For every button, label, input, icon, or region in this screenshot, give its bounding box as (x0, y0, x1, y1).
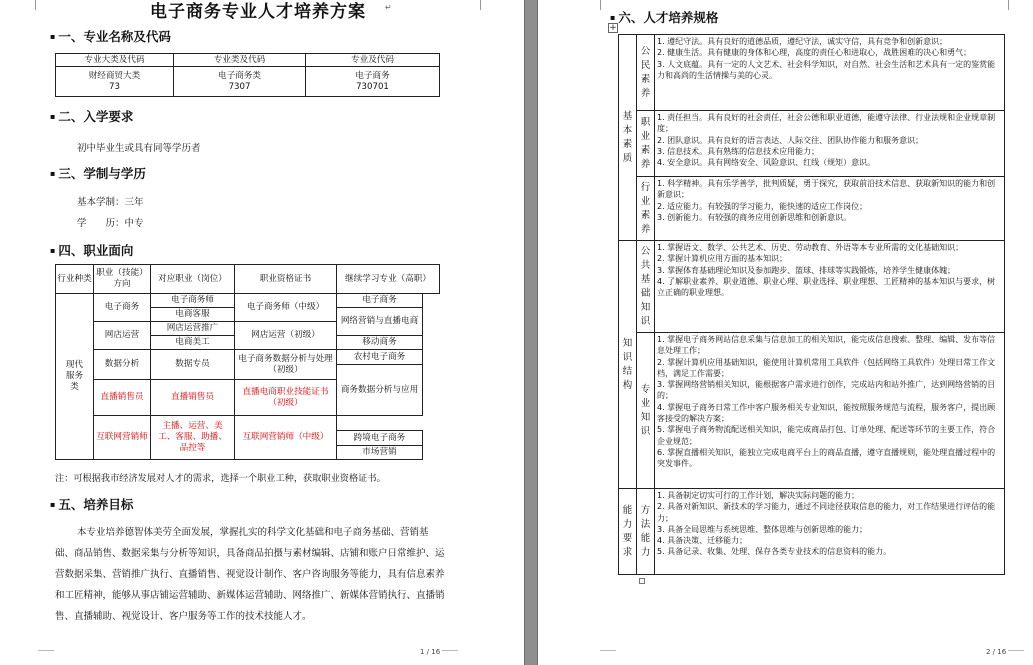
table-cell: 电子商务 730701 (306, 67, 440, 97)
crop-mark (600, 0, 601, 10)
document-page-2[interactable] (538, 0, 1033, 665)
position-cell: 电商客服 (151, 308, 235, 322)
cert-cell: 电子商务师（中级） (235, 294, 337, 322)
footer-line (38, 650, 54, 651)
position-cell: 主播、运营、美工、客服、助播、品控等 (151, 416, 235, 460)
list-item: 1. 科学精神。具有乐学善学，批判质疑，勇于探究，获取前沿技术信息、获取新知识的能力和创新意识； (657, 179, 996, 200)
further-cell: 市场营销 (337, 446, 423, 460)
section-heading-3: ▪ 三、学制与学历 (50, 164, 146, 182)
list-item: 2. 具备对新知识、新技术的学习能力，通过不同途径获取信息的能力，对工作结果进行评估的能力； (657, 502, 996, 523)
end-of-table-marker (639, 578, 645, 584)
list-item: 1. 具备制定切实可行的工作计划，解决实际问题的能力； (657, 491, 860, 500)
list-item: 5. 具备记录、收集、处理、保存各类专业技术的信息资料的能力。 (657, 547, 892, 557)
cert-cell: 网店运营（初级） (235, 322, 337, 350)
industry-cell: 现代服务类 (56, 294, 94, 460)
further-cell: 农村电子商务 (337, 350, 423, 365)
header-cell: 职业资格证书 (235, 265, 337, 294)
page-number: 2 / 16 (986, 648, 1007, 656)
list-item: 3. 创新能力。有较强的商务应用创新思维和创新意识。 (657, 212, 852, 222)
table-cell: 电子商务类 7307 (174, 67, 306, 97)
section-heading-5: ▪ 五、培养目标 (50, 495, 133, 513)
page-gap (524, 0, 538, 665)
content-cell (655, 111, 1005, 177)
subcategory-cell: 行业素养 (637, 177, 655, 241)
list-item: 2. 掌握计算机应用基础知识，能使用计算机常用工具软件（包括网络工具软件）处理日常工作文档，满足工作需要； (657, 357, 996, 378)
list-item: 3. 人文底蕴。具有一定的人文艺术、社会科学知识，对自然、社会生活和艺术具有一定的鉴赏能力和高尚的生活情操与美的心灵。 (657, 59, 996, 80)
training-goal-text: 本专业培养德智体美劳全面发展，掌握扎实的科学文化基础和电子商务基础、营销基础、商品销售、数据采集与分析等知识，具备商品拍摄与素材编辑、店铺和账户日常维护、运营数据采集、营销推广执行、直播销售、视觉设计制作、客户咨询服务等能力，具有信息素养和工匠精神，能够从事店铺运营辅助、新媒体运营辅助、网络推广、新媒体营销执行、直播销售、直播辅助、视觉设计、客户服务等工作的技术技能人才。 (55, 527, 445, 622)
cert-cell: 电子商务数据分析与处理（初级） (235, 350, 337, 380)
career-table (55, 264, 440, 460)
header-cell: 专业及代码 (306, 54, 440, 67)
specification-table (618, 34, 1005, 575)
footer-line (600, 650, 616, 651)
crop-mark (1008, 0, 1009, 10)
list-item: 5. 掌握电子商务物流配送相关知识，能完成商品打包、订单处理、配送等环节的主要工作，符合企业规范； (657, 425, 996, 446)
crop-mark (35, 0, 36, 10)
list-item: 2. 团队意识。具有良好的语言表达、人际交往、团队协作能力和服务意识； (657, 135, 924, 145)
direction-cell: 电子商务 (94, 294, 151, 322)
header-cell: 继续学习专业（高职） (337, 265, 440, 294)
subcategory-cell: 公民素养 (637, 35, 655, 111)
header-cell: 专业大类及代码 (56, 54, 174, 67)
duration-text: 基本学制：三年 (77, 197, 144, 208)
table-cell: 财经商贸大类 73 (56, 67, 174, 97)
position-cell: 电子商务师 (151, 294, 235, 308)
position-cell: 直播销售员 (151, 380, 235, 416)
list-item: 3. 掌握网络营销相关知识，能根据客户需求进行创作，完成站内和站外推广，达到网络营销的目的； (657, 380, 996, 401)
direction-cell: 互联网营销师 (94, 416, 151, 460)
category-cell: 能力要求 (619, 489, 637, 575)
footer-line (1008, 650, 1024, 651)
content-cell (655, 35, 1005, 111)
direction-cell: 网店运营 (94, 322, 151, 350)
section-heading-1: ▪ 一、专业名称及代码 (50, 27, 171, 45)
list-item: 4. 具备决策、迁移能力； (657, 536, 748, 546)
category-cell: 基本素质 (619, 35, 637, 241)
cert-cell: 互联网营销师（中级） (235, 416, 337, 460)
position-cell: 数据专员 (151, 350, 235, 380)
section-heading-4: ▪ 四、职业面向 (50, 241, 133, 259)
list-item: 1. 遵纪守法。具有良好的道德品质，遵纪守法，诚实守信，具有竞争和创新意识； (657, 37, 948, 46)
further-cell: 网络营销与直播电商 (337, 308, 423, 336)
direction-cell: 直播销售员 (94, 380, 151, 416)
paragraph-mark: ↵ (385, 3, 392, 12)
major-code-table (55, 53, 440, 97)
list-item: 1. 掌握语文、数学、公共艺术、历史、劳动教育、外语等本专业所需的文化基础知识； (657, 243, 964, 252)
header-cell: 行业种类 (56, 265, 94, 294)
category-cell: 知识结构 (619, 241, 637, 489)
content-cell (655, 177, 1005, 241)
section-heading-6: ▪ 六、人才培养规格 (610, 8, 718, 26)
list-item: 2. 健康生活。具有健康的身体和心理，高度的责任心和进取心，战胜困难的决心和勇气； (657, 48, 972, 58)
list-item: 3. 信息技术。具有熟练的信息技术应用能力； (657, 146, 820, 156)
content-cell (655, 241, 1005, 333)
position-cell: 电商美工 (151, 336, 235, 350)
document-title: 电子商务专业人才培养方案 (150, 2, 366, 22)
degree-text: 学 历：中专 (77, 218, 144, 229)
section-heading-2: ▪ 二、入学要求 (50, 107, 133, 125)
list-item: 6. 掌握直播相关知识，能独立完成电商平台上的商品直播，遵守直播规则，能处理直播过程中的突发事件。 (657, 447, 996, 469)
header-cell: 对应职业（岗位） (151, 265, 235, 294)
further-cell: 移动商务 (337, 336, 423, 350)
content-cell (655, 489, 1005, 575)
list-item: 3. 具备全局思维与系统思维、整体思维与创新思维的能力； (657, 524, 868, 534)
direction-cell: 数据分析 (94, 350, 151, 380)
crop-mark (480, 0, 481, 10)
table-note: 注：可根据我市经济发展对人才的需求，选择一个职业工种，获取职业资格证书。 (55, 473, 386, 484)
further-cell: 商务数据分析与应用 (337, 365, 423, 416)
page-number: 1 / 16 (420, 648, 441, 656)
list-item: 1. 责任担当。具有良好的社会责任，社会公德和职业道德，能遵守法律、行业法规和企业规章制度； (657, 113, 996, 134)
position-cell: 网店运营推广 (151, 322, 235, 336)
subcategory-cell: 方法能力 (637, 489, 655, 575)
cert-cell: 直播电商职业技能证书（初级） (235, 380, 337, 416)
subcategory-cell: 公共基础知识 (637, 241, 655, 333)
header-cell: 专业类及代码 (174, 54, 306, 67)
further-cell: 电子商务 (337, 294, 423, 308)
list-item: 4. 了解职业素养、职业道德、职业心理、职业选择、职业理想、工匠精神的基本知识与要求，树立正确的职业理想。 (657, 276, 996, 298)
list-item: 4. 安全意识。具有网络安全、风险意识、红线（规矩）意识。 (657, 158, 876, 168)
list-item: 3. 掌握体育基础理论知识及参加跑步、篮球、排球等实践锻炼，培养学生健康体魄； (657, 265, 956, 275)
subcategory-cell: 职业素养 (637, 111, 655, 177)
table-move-handle-icon[interactable]: + (609, 23, 617, 33)
list-item: 2. 掌握计算机应用方面的基本知识； (657, 254, 788, 264)
footer-line (442, 650, 458, 651)
list-item: 1. 掌握电子商务网站信息采集与信息加工的相关知识，能完成信息搜索、整理、编辑、发布等信息处理工作； (657, 335, 996, 356)
content-cell (655, 333, 1005, 489)
list-item: 2. 适应能力。有较强的学习能力，能快速的适应工作岗位； (657, 201, 868, 211)
header-cell: 职业（技能）方向 (94, 265, 151, 294)
further-cell: 跨境电子商务 (337, 431, 423, 446)
admission-text: 初中毕业生或具有同等学历者 (77, 143, 201, 154)
subcategory-cell: 专业知识 (637, 333, 655, 489)
list-item: 4. 掌握电子商务日常工作中客户服务相关专业知识，能按照服务规范与流程，服务客户，提出顾客接受的解决方案； (657, 402, 996, 424)
